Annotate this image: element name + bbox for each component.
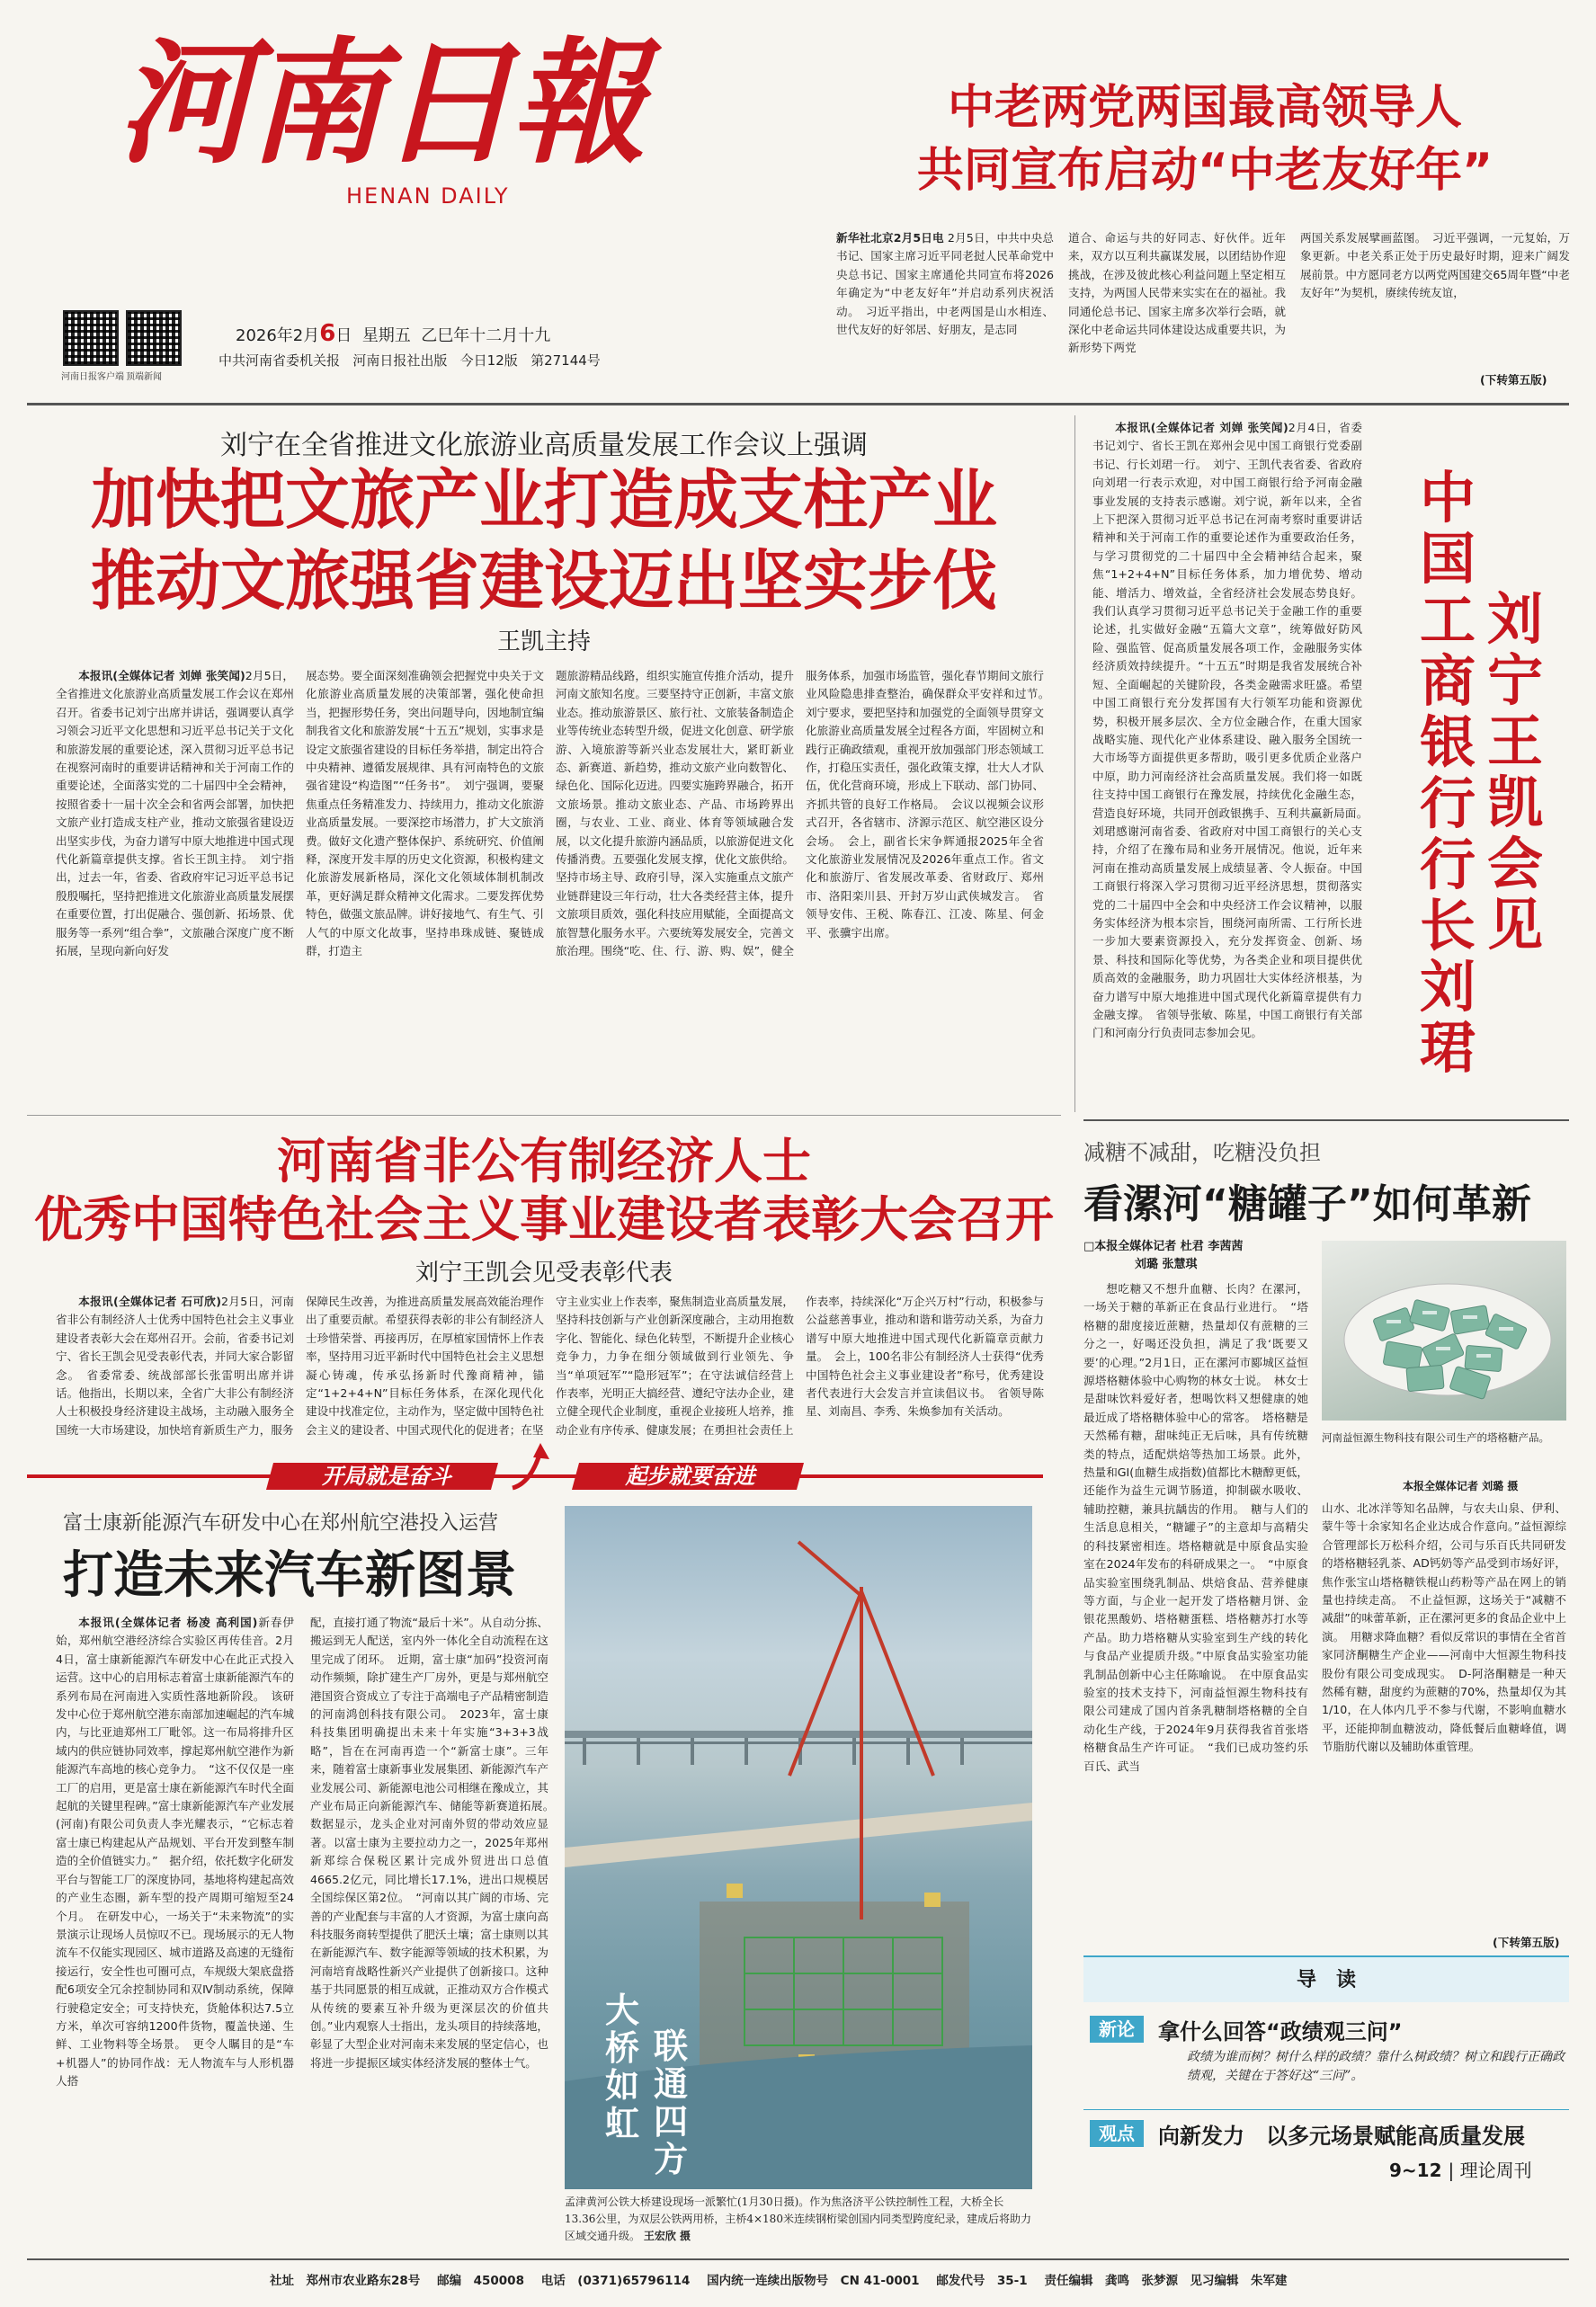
ev-kicker: 富士康新能源汽车研发中心在郑州航空港投入运营 [63,1512,499,1535]
ev-byline: 本报讯(全媒体记者 杨凌 高利国) [78,1616,258,1629]
culture-kicker: 刘宁在全省推进文化旅游业高质量发展工作会议上强调 [220,430,868,461]
honor-text-4: 作表率，持续深化“万企兴万村”行动，积极参与公益慈善事业，推动和谐和谐劳动关系，为奋力谱写中原大地推进中国式现代化新篇章贡献力量。 会上，100名非公有制经济人士获得“优秀中国特色社会主义事业建设者”称号，优秀建设者代表进行大会发言并宣读倡议书。 省领导陈星、刘南昌、李秀、朱焕参加有关活动。 [806,1295,1044,1419]
bank-body [1092,419,1374,1111]
lead-col-1 [836,229,1054,391]
weekday: 星期五 [361,326,411,345]
sugar-byline-2: 刘璐 张慧琪 [1135,1258,1198,1271]
qr-label-1: 河南日报客户端 [61,372,124,382]
bridge-photo-credit: 王宏欣 摄 [643,2230,691,2242]
guide-item-2-headline[interactable]: 向新发力 以多元场景赋能高质量发展 [1158,2124,1525,2149]
guide-section: 理论周刊 [1459,2160,1532,2181]
publisher: 中共河南省委机关报 [218,352,341,369]
guide-item-2-pages: 9~12 | 理论周刊 [1389,2160,1532,2181]
sugar-top-rule [1083,1119,1569,1121]
culture-bottom-rule [27,1115,1061,1116]
sugar-text-right: 山水、北冰洋等知名品牌，与农夫山泉、伊利、蒙牛等十余家知名企业达成合作意向。”益恒源综合管理部长万松科介绍，公司与乐百氏共同研发的塔格糖轻乳茶、AD钙奶等产品受到市场好评，焦作张宝山塔格糖铁棍山药粉等产品在网上的销量也持续走高。 不止益恒源，这场关于“减糖不减甜”的味蕾革新，正在漯河更多的食品企业中上演。 用糖求降血糖？看似反常识的事情在全省首家同济酮糖生产企业——河南中大恒源生物科技股份有限公司变成现实。 D-阿洛酮糖是一种天然稀有糖，甜度约为蔗糖的70%，热量却仅为其1/10，在人体内几乎不参与代谢，不影响血糖水平，还能抑制血糖波动，降低餐后血糖峰值，调节脂肪代谢以及辅助体重管理。 [1322,1501,1566,1754]
qr-code-client[interactable] [63,310,119,366]
masthead-title: 河南日報 [117,24,643,183]
slogan-right: 起步就要奋进 [625,1464,755,1489]
culture-byline: 本报讯(全媒体记者 刘婵 张笑闻) [78,669,245,682]
ev-col-1 [56,1614,294,2248]
lead-col-2 [1068,229,1286,391]
bank-byline: 本报讯(全媒体记者 刘婵 张笑闻) [1115,421,1288,434]
arrow-up-icon [508,1443,562,1493]
culture-subhead: 王凯主持 [496,628,591,655]
masthead-divider [27,403,1569,405]
guide-divider [1083,2109,1569,2110]
date-suffix: 日 [335,326,352,345]
culture-text-4: 服务体系，加强市场监管，强化春节期间文旅行业风险隐患排查整治，确保群众平安祥和过节。 刘宁要求，要把坚持和加强党的全面领导贯穿文化旅游业高质量发展全过程各方面，牢固树立和践行正确政绩观，重视开放加强部门形态领域工作，打稳压实责任，强化政策支撑，壮大人才队伍，优化营商环境，形成上下联动、部门协同、齐抓共管的良好工作格局。 会议以视频会议形式召开，各省辖市、济源示范区、航空港区设分会场。 会上，副省长宋争辉通报2025年全省文化旅游业发展情况及2026年重点工作。省文化和旅游厅、省发展改革委、省财政厅、郑州市、洛阳栾川县、开封万岁山武侠城发言。 省领导安伟、王税、陈春江、江凌、陈星、何金平、张骥宇出席。 [806,669,1056,940]
qr-label-2: 顶端新闻 [126,372,162,382]
footer-line [270,2270,1287,2288]
date: 2026年2月 [236,326,320,345]
ev-text-1: 新春伊始，郑州航空港经济综合实验区再传佳音。2月4日，富士康新能源汽车研发中心在此正式投入运营。这中心的启用标志着富士康新能源汽车的系列布局在河南进入实质性落地新阶段。 该研发中心位于郑州航空港东南部加速崛起的汽车城内，与比亚迪郑州工厂毗邻。这一布局将排升区域内的供应链协同效率，撑起郑州航空港作为新能源汽车高地的核心竞争力。 “这不仅仅是一座工厂的启用，更是富士康在新能源汽车时代全面起航的关键里程碑。”富士康新能源汽车产业发展(河南)有限公司负责人李光耀表示，“它标志着富士康已构建起从产品规划、平台开发到整车制造的全价值链实力。” 据介绍，依托数字化研发平台与智能工厂的深度协同，基地将构建起高效的产业生态圈，新车型的投产周期可缩短至24个月。 在研发中心，一场关于“未来物流”的实景演示让现场人员惊叹不已。现场展示的无人物流车不仅能实现园区、城市道路及高速的无缝衔接运行，安全性也可圈可点，车规级大架底盘搭配6项安全冗余控制协同和双Ⅳ制动系统，保障行驶稳定安全；可支持快充，货舱体积达7.5立方米，单次可容纳1200件货物，覆盖快递、生鲜、工业物料等全场景。 更令人瞩目的是“车+机器人”的协同作战：无人物流车与人形机器人搭 [56,1616,295,2089]
guide-tag-new-opinion: 新论 [1090,2016,1144,2043]
sugar-headline: 看漯河“糖罐子”如何革新 [1083,1181,1531,1227]
honor-headline-1: 河南省非公有制经济人士 [277,1133,811,1189]
ev-headline: 打造未来汽车新图景 [63,1546,516,1605]
lead-text-2: 道合、命运与共的好同志、好伙伴。近年来，双方以互利共赢谋发展，以团结协作迎挑战，在涉及彼此核心利益问题上坚定相互支持，为两国人民带来实实在在的福祉。我同通伦总书记、国家主席多次举行会晤，就深化中老命运共同体建设达成重要共识，为新形势下两党 [1068,231,1286,355]
culture-text-3: 题旅游精品线路，组织实施宣传推介活动，提升河南文旅知名度。三要坚持守正创新，丰富文旅业态。推动旅游景区、旅行社、文旅装备制造企业等传统业态转型升级，促进文化创意、研学旅游、入境旅游等新兴业态发展壮大，紧盯新业态、新赛道、新趋势，推动文旅产业向数智化、绿色化、国际化迈进。四要实施跨界融合，拓开文旅场景。推动文旅业态、产品、市场跨界出圈，与农业、工业、商业、体育等领域融合发展，以文化提升旅游内涵品质，以旅游促进文化传播消费。五要强化发展支撑，优化文旅供给。坚持市场主导、政府引导，深入实施重点文旅产业链群建设三年行动，壮大各类经营主体，提升文旅项目质效，强化科技应用赋能，全面提高文旅智慧化服务水平。六要统筹发展安全，完善文旅治理。围绕“吃、住、行、游、购、娱”，健全 [556,669,794,958]
culture-headline-1: 加快把文旅产业打造成支柱产业 [90,462,997,538]
guide-item-1-headline[interactable]: 拿什么回答“政绩观三问” [1158,2019,1403,2044]
sugar-photo-credit: 本报全媒体记者 刘璐 摄 [1403,1480,1519,1492]
honor-col-4 [806,1293,1044,1441]
photo-title-1: 大桥如虹 [604,1990,639,2143]
culture-text-2: 展态势。要全面深刻准确领会把握党中央关于文化旅游业高质量发展的决策部署，强化使命担当，把握形势任务，突出问题导向，因地制宜编制我省文化和旅游发展“十五五”规划，实事求是设定文旅强省建设的目标任务举措，制定出符合中央精神、遵循发展规律、具有河南特色的文旅强省建设“构造图”“任务书”。 刘宁强调，要聚焦重点任务精准发力、持续用力，推动文化旅游业高质量发展。一要深挖市场潜力，扩大文旅消费。做好文化遗产整体保护、系统研究、价值阐释，深度开发丰厚的历史文化资源，积极构建文化旅游发展新格局，深化文化领域体制机制改革，更好满足群众精神文化需求。二要发挥优势特色，做强文旅品牌。讲好接地气、有生气、引人气的中原文化故事，坚持串珠成链、聚链成群，打造主 [306,669,544,958]
vertical-divider-top [1074,415,1075,1112]
honor-col-1 [56,1293,294,1441]
masthead-english: HENAN DAILY [346,183,510,209]
bank-text: 2月4日，省委书记刘宁、省长王凯在郑州会见中国工商银行党委副书记、行长刘珺一行。 刘宁、王凯代表省委、省政府向刘珺一行表示欢迎，对中国工商银行给予河南金融事业发展的支持表示感谢。刘宁说，新年以来，全省上下把深入贯彻习近平总书记在河南考察时重要讲话精神和关于河南工作的重要论述作为重要政治任务，与学习贯彻党的二十届四中全会精神结合起来，聚焦“1+2+4+N”目标任务体系，加力增优势、增动能、增活力、增效益，全省经济社会发展态势良好。我们认真学习贯彻习近平总书记关于金融工作的重要论述，扎实做好金融“五篇大文章”，统筹做好防风险、强监管、促高质量发展各项工作，金融服务实体经济质效持续提升。“十五五”时期是我省发展统合补短、全面崛起的关键阶段，各类金融需求旺盛。希望中国工商银行充分发挥国有大行领军功能和资源优势，积极开展多层次、全方位金融合作，在重大国家战略实施、现代化产业体系建设、融入服务全国统一大市场等方面提供更多帮助，吸引更多优质企业落户中原，助力河南经济社会高质量发展。我们将一如既往支持中国工商银行在豫发展，持续优化金融生态，营造良好环境，共同开创政银携手、互利共赢新局面。 刘珺感谢河南省委、省政府对中国工商银行的关心支持，介绍了在豫布局和业务开展情况。他说，近年来河南在推动高质量发展上成绩显著、令人振奋。中国工商银行将深入学习贯彻习近平经济思想，贯彻落实党的二十届四中全会和中央经济工作会议精神，以服务实体经济为根本宗旨，围绕河南所需、工行所长进一步加大要素资源投入，充分发挥资金、创新、场景、科技和国际化等优势，为各类企业和项目提供优质高效的金融服务，助力巩固壮大实体经济根基，为奋力谱写中原大地推进中国式现代化新篇章提供有力金融支撑。 省领导张敏、陈星，中国工商银行有关部门和河南分行负责同志参加会见。 [1092,421,1374,1040]
sugar-text-left: 想吃糖又不想升血糖、长肉？在漯河，一场关于糖的革新正在食品行业进行。 “塔格糖的甜度接近蔗糖，热量却仅有蔗糖的三分之一，好喝还没负担，满足了我‘既要又要’的心理。”2月1日，正在漯河市郾城区益恒源塔格糖体验中心购物的林女士说。 林女士是甜味饮料爱好者，想喝饮料又想健康的她最近成了塔格糖体验中心的常客。 塔格糖是天然稀有糖，甜味纯正无后味，具有传统糖类的特点，适配烘焙等热加工场景。此外，热量和GI(血糖生成指数)值都比木糖醇更低，还能作为益生元调节肠道，抑制碳水吸收、辅助控糖，兼具抗龋齿的作用。 糖与人们的生活息息相关，“糖罐子”的主意却与高精尖的科技紧密相连。塔格糖就是中原食品实验室在2024年发布的科研成果之一。 “中原食品实验室围绕乳制品、烘焙食品、营养健康等方面，与企业一起开发了塔格糖月饼、金银花黑酸奶、塔格糖蛋糕、塔格糖苏打水等产品。助力塔格糖从实验室到生产线的转化与食品产业提质升级。”中原食品实验室功能乳制品创新中心主任陈喻说。 在中原食品实验室的技术支持下，河南益恒源生物科技有限公司建成了国内首条乳糖制塔格糖的全自动化生产线，于2024年9月获得我省首张塔格糖食品生产许可证。 “我们已成功签约乐百氏、武当 [1083,1282,1308,1773]
honor-text-2: 保障民生改善，为推进高质量发展高效能治理作出了重要贡献。希望获得表彰的非公有制经济人士珍惜荣誉、再接再厉，在厚植家国情怀上作表率，坚持用习近平新时代中国特色社会主义思想凝心铸魂，传承弘扬新时代豫商精神，锚定“1+2+4+N”目标任务体系，在深化现代化建设中找准定位，主动作为，坚定做中国特色社会主义的建设者、中国式现代化的促进者；在坚 [306,1295,544,1437]
lead-headline-1: 中老两党两国最高领导人 [947,81,1462,135]
honor-col-3 [556,1293,794,1441]
issue-number: 第27144号 [531,352,601,369]
lead-continued: (下转第五版) [1480,373,1547,387]
lead-text-1: 2月5日，中共中央总书记、国家主席习近平同老挝人民革命党中央总书记、国家主席通伦共同宣布将2026年确定为“中老友好年”并启动系列庆祝活动。 习近平指出，中老两国是山水相连、世代友好的好邻居、好朋友，是志同 [836,231,1054,337]
honor-text-3: 守主业实业上作表率，聚焦制造业高质量发展，坚持科技创新与产业创新深度融合，主动用抱数字化、智能化、绿色化转型，不断提升企业核心竞争力，力争在细分领域做到行业领先、争当“单项冠军”“隐形冠军”；在守法诚信经营上作表率，光明正大搞经营、遵纪守法办企业，建立健全现代企业制度，重视企业接班人培养，推动企业有序传承、健康发展；在勇担社会责任上 [556,1295,794,1437]
sugar-photo [1322,1241,1566,1421]
publisher-group: 河南日报社出版 [352,352,448,369]
ev-text-2: 配，直接打通了物流“最后十米”。从自动分拣、搬运到无人配送，室内外一体化全自动流程在这里完成了闭环。 近期，富士康“加码”投资河南动作频频，除扩建生产厂房外，更是与郑州航空港国资合资成立了专注于高端电子产品精密制造的河南鸿创科技有限公司。 2023年，富士康科技集团明确提出未来十年实施“3+3+3战略”，旨在在河南再造一个“新富士康”。三年来，随着富士康新事业发展集团、新能源汽车产业发展公司、新能源电池公司相继在豫成立，其产业布局正向新能源汽车、储能等新赛道拓展。 数据显示，龙头企业对河南外贸的带动效应显著。以富士康为主要拉动力之一，2025年郑州新郑综合保税区累计完成外贸进出口总值4665.2亿元，同比增长17.1%，进出口规模居全国综保区第2位。 “河南以其广阔的市场、完善的产业配套与丰富的人才资源，为富士康向高科技服务商转型提供了肥沃土壤；富士康则以其在新能源汽车、数字能源等领域的技术积累，为河南培育战略性新兴产业提供了创新接口。这种基于共同愿景的相互成就，正推动双方合作模式从传统的要素互补升级为更深层次的价值共创。”业内观察人士指出，龙头项目的持续落地，彰显了大型企业对河南未来发展的坚定信心，也将进一步提振区域实体经济发展的整体士气。 [310,1616,560,2070]
sugar-photo-caption: 河南益恒源生物科技有限公司生产的塔格糖产品。 [1322,1431,1549,1444]
bank-headline-col-1: 刘宁王凯会见 [1486,586,1543,958]
footer-phone: 电话 (0371)65796114 [540,2274,691,2288]
culture-col-3 [556,667,794,1105]
photo-title-2: 联通四方 [653,2026,688,2179]
footer-editors: 责任编辑 龚鸣 张梦源 见习编辑 朱军建 [1044,2274,1288,2288]
sugar-byline-1: □本报全媒体记者 杜君 李茜茜 [1083,1240,1244,1253]
bridge-caption-text: 孟津黄河公铁大桥建设现场一派繁忙(1月30日摄)。作为焦洛济平公铁控制性工程，大桥全长13.36公里，为双层公铁两用桥，主桥4×180米连续钢桁梁创国内同类型跨度纪录，建成后将助力区域交通升级。 [565,2196,1031,2242]
publisher-line [218,351,601,370]
culture-text-1: 2月5日，全省推进文化旅游业高质量发展工作会议在郑州召开。省委书记刘宁出席并讲话，强调要认真学习领会习近平文化思想和习近平总书记关于文化和旅游发展的重要论述，深入贯彻习近平总书记在视察河南时的重要讲话精神和关于河南工作的重要论述，全面落实党的二十届四中全会精神，按照省委十一届十次全会和省两会部署，加快把文旅产业打造成支柱产业，推动文旅强省建设迈出坚实步伐，为奋力谱写中原大地推进中国式现代化新篇章提供支撑。省长王凯主持。 刘宁指出，过去一年，省委、省政府牢记习近平总书记殷殷嘱托，坚持把推进文化旅游业高质量发展摆在重要位置，打出促融合、强创新、拓场景、优服务等一系列“组合拳”，文旅融合深度广度不断拓展，呈现向新向好发 [56,669,295,958]
honor-text-1: 2月5日，河南省非公有制经济人士优秀中国特色社会主义事业建设者表彰大会在郑州召开。会前，省委书记刘宁、省长王凯会见受表彰代表，并同大家合影留念。 省委常委、统战部部长张雷明出席并讲话。他指出，长期以来，全省广大非公有制经济人士积极投身经济建设主战场，主动融入服务全国统一大市场建设，加快培育新质生产力，服务 [56,1295,294,1437]
sugar-kicker: 减糖不减甜，吃糖没负担 [1083,1140,1321,1165]
lead-col-3 [1300,229,1570,373]
lead-headline-2: 共同宣布启动“中老友好年” [916,144,1493,198]
ev-col-2 [310,1614,560,2248]
page-count: 今日12版 [459,352,518,369]
culture-headline-2: 推动文旅强省建设迈出坚实步伐 [90,543,997,619]
culture-col-2 [306,667,544,1105]
lunar-date: 乙巳年十二月十九 [421,326,551,345]
footer-rule [27,2258,1569,2260]
guide-title: 导 读 [1296,1969,1356,1991]
sugar-continued: (下转第五版) [1493,1936,1560,1949]
footer-postcode: 邮编 450008 [437,2274,524,2288]
guide-item-1-summary: 政绩为谁而树？树什么样的政绩？靠什么树政绩？树立和践行正确政绩观，关键在于答好这“三问”。 [1187,2050,1565,2083]
slogan-left: 开局就是奋斗 [322,1464,451,1489]
sugar-packets-illustration [1322,1241,1566,1421]
honor-byline: 本报讯(全媒体记者 石可欣) [78,1295,221,1308]
sugar-col-right [1322,1500,1566,1931]
date-line [236,320,550,347]
guide-pages: 9~12 [1389,2160,1442,2181]
date-day: 6 [319,320,336,347]
honor-col-2 [306,1293,544,1441]
honor-headline-2: 优秀中国特色社会主义事业建设者表彰大会召开 [34,1191,1054,1248]
guide-tag-viewpoint: 观点 [1090,2120,1144,2147]
footer-post-code: 邮发代号 35-1 [936,2274,1028,2288]
footer-address: 社址 郑州市农业路东28号 [270,2274,421,2288]
bridge-photo-caption [565,2194,1032,2248]
slogan-banner [27,1459,1043,1493]
qr-code-news[interactable] [126,310,182,366]
bank-headline-col-2: 中国工商银行行长刘珺 [1419,465,1476,1081]
sugar-col-left [1083,1280,1308,1950]
lead-dateline: 新华社北京2月5日电 [836,231,944,245]
honor-subhead: 刘宁王凯会见受表彰代表 [415,1260,673,1287]
culture-col-1 [56,667,294,1105]
culture-col-4 [806,667,1056,1105]
lead-text-3: 两国关系发展擘画蓝图。 习近平强调，一元复始，万象更新。中老关系正处于历史最好时期，迎来广阔发展前景。中方愿同老方以两党两国建交65周年暨“中老友好年”为契机，赓续传统友谊， [1300,231,1570,300]
footer-serial: 国内统一连续出版物号 CN 41-0001 [707,2274,920,2288]
